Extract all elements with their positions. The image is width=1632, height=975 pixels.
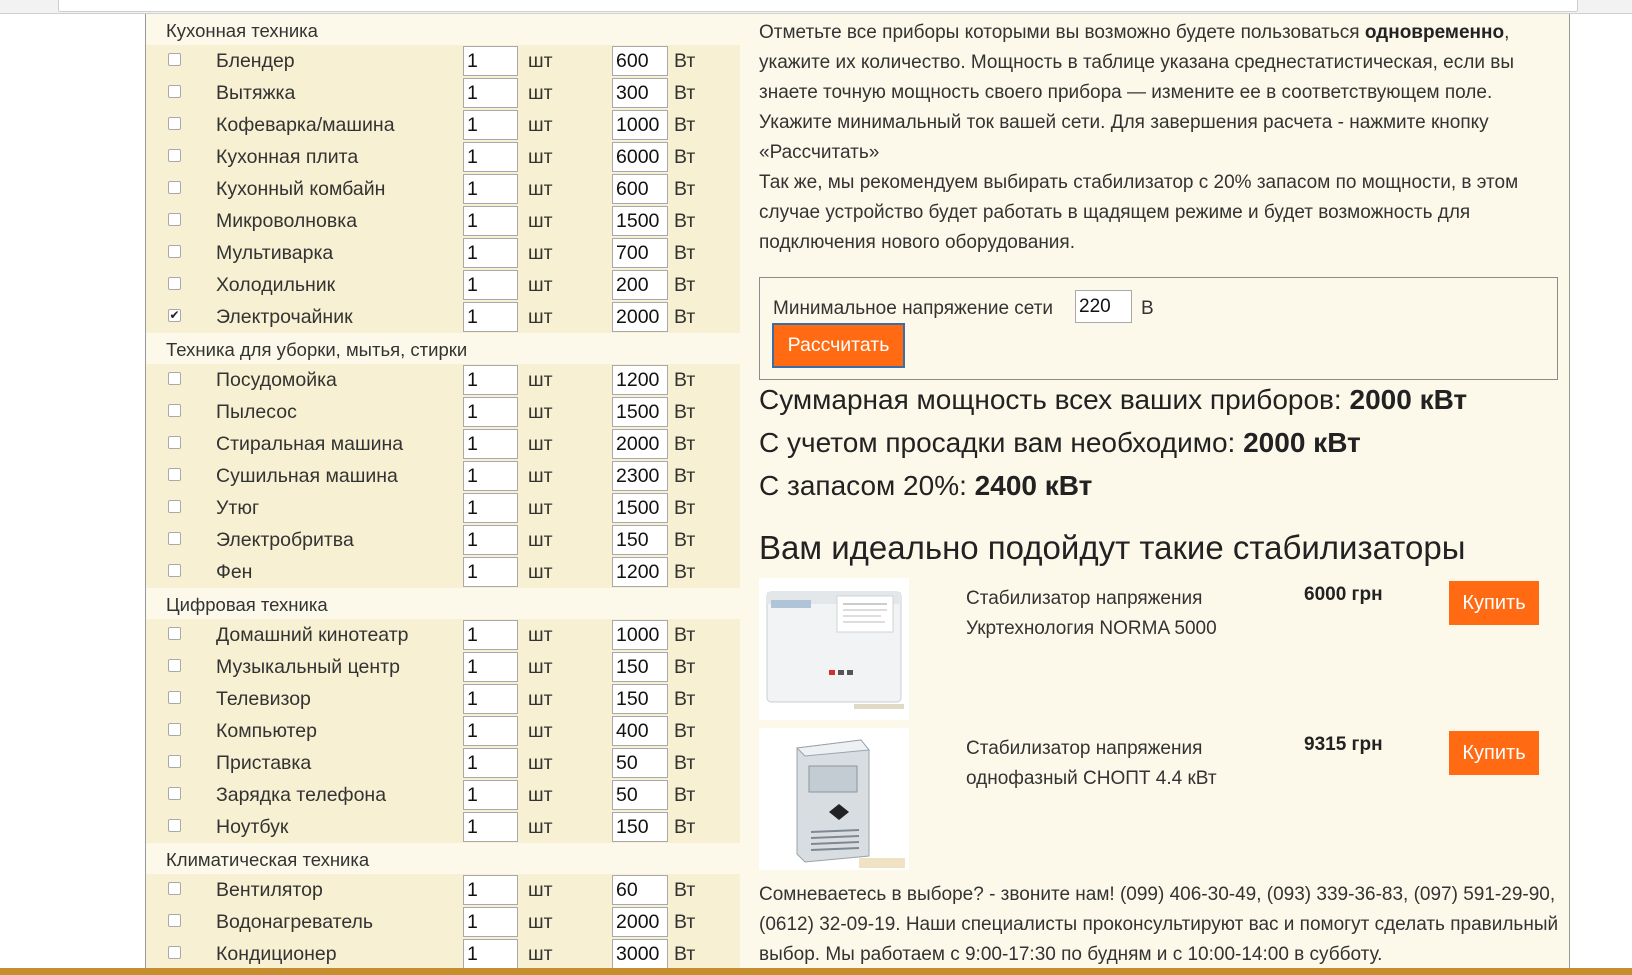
appliance-checkbox[interactable] [168,277,181,290]
quantity-unit: шт [528,816,553,838]
power-unit: Вт [674,146,696,168]
power-input[interactable]: 600 [612,174,668,204]
quantity-unit: шт [528,210,553,232]
power-input[interactable]: 1200 [612,365,668,395]
power-unit: Вт [674,784,696,806]
quantity-input[interactable]: 1 [463,206,518,236]
appliance-checkbox[interactable] [168,468,181,481]
appliance-name: Электробритва [216,529,354,551]
power-unit: Вт [674,242,696,264]
power-unit: Вт [674,816,696,838]
buy-button[interactable]: Купить [1449,731,1539,775]
product-name[interactable]: Стабилизатор напряжения однофазный СНОПТ 4.4 кВт [966,738,1217,789]
appliance-row [146,779,740,811]
appliance-checkbox[interactable] [168,53,181,66]
appliance-name: Блендер [216,50,295,72]
power-input[interactable]: 2300 [612,461,668,491]
appliance-name: Микроволновка [216,210,358,232]
quantity-unit: шт [528,720,553,742]
quantity-input[interactable]: 1 [463,939,518,968]
quantity-unit: шт [528,306,553,328]
appliance-name: Посудомойка [216,369,337,391]
power-input[interactable]: 600 [612,46,668,76]
appliance-row [146,460,740,492]
total-power-label: Суммарная мощность всех ваших приборов: [759,384,1350,415]
appliance-row [146,524,740,556]
appliance-row [146,269,740,301]
power-unit: Вт [674,879,696,901]
quantity-unit: шт [528,274,553,296]
quantity-unit: шт [528,911,553,933]
quantity-unit: шт [528,529,553,551]
quantity-input[interactable]: 1 [463,142,518,172]
calculate-button[interactable]: Рассчитать [772,323,905,368]
power-input[interactable]: 1500 [612,206,668,236]
products-title: Вам идеально подойдут такие стабилизаторы [759,529,1466,566]
appliance-row [146,683,740,715]
power-input[interactable]: 150 [612,684,668,714]
appliance-checkbox[interactable] [168,436,181,449]
appliance-name: Ноутбук [216,816,289,838]
quantity-unit: шт [528,497,553,519]
appliance-list [146,14,740,968]
appliance-checkbox[interactable] [168,882,181,895]
appliance-name: Водонагреватель [216,911,374,933]
reserve-power-label: С запасом 20%: [759,470,975,501]
power-input[interactable]: 6000 [612,142,668,172]
power-unit: Вт [674,688,696,710]
power-unit: Вт [674,752,696,774]
quantity-unit: шт [528,688,553,710]
appliance-row [146,715,740,747]
appliance-checkbox[interactable]: ✔ [169,308,180,322]
appliance-checkbox[interactable] [168,117,181,130]
product-image[interactable] [759,728,909,870]
appliance-checkbox[interactable] [168,914,181,927]
quantity-input[interactable]: 1 [463,429,518,459]
instructions-text-start: Отметьте все приборы которыми вы возможно будете пользоваться [759,22,1365,43]
appliance-row [146,237,740,269]
appliance-checkbox[interactable] [168,691,181,704]
appliance-row [146,301,740,333]
appliance-checkbox[interactable] [168,85,181,98]
appliance-row [146,747,740,779]
power-input[interactable]: 50 [612,748,668,778]
power-input[interactable]: 1000 [612,110,668,140]
instructions-text-end: , укажите их количество. Мощность в таблице указана среднестатистическая, если вы знаете точную мощность своего прибора — измените ее в соответствующем поле. Укажите минимальный ток вашей сети. Для завершения расчета - нажмите кнопку «Рассчитать» [759,22,1514,163]
appliance-name: Пылесос [216,401,297,423]
power-unit: Вт [674,561,696,583]
power-input[interactable]: 60 [612,875,668,905]
voltage-label: Минимальное напряжение сети [773,298,1054,319]
power-unit: Вт [674,178,696,200]
quantity-input[interactable]: 1 [463,270,518,300]
appliance-row [146,938,740,968]
appliance-checkbox[interactable] [168,627,181,640]
quantity-unit: шт [528,114,553,136]
power-unit: Вт [674,465,696,487]
quantity-input[interactable]: 1 [463,397,518,427]
appliance-name: Компьютер [216,720,317,742]
quantity-unit: шт [528,369,553,391]
quantity-input[interactable]: 1 [463,238,518,268]
quantity-unit: шт [528,624,553,646]
instructions [759,18,1559,258]
appliance-checkbox[interactable] [168,149,181,162]
appliance-row [146,428,740,460]
power-input[interactable]: 1000 [612,620,668,650]
appliance-row [146,77,740,109]
quantity-input[interactable]: 1 [463,46,518,76]
quantity-input[interactable]: 1 [463,302,518,332]
appliance-name: Электрочайник [216,306,353,328]
power-input[interactable]: 2000 [612,907,668,937]
appliance-name: Сушильная машина [216,465,398,487]
power-unit: Вт [674,497,696,519]
contact-note: Сомневаетесь в выборе? - звоните нам! (099) 406-30-49, (093) 339-36-83, (097) 591-29-90, (0612) 32-09-19. Наши специалисты проконсультируют вас и помогут сделать правильный выбор. Мы работаем с 9:00-17:30 по будням и с 10:00-14:00 в субботу. [759,884,1559,965]
power-input[interactable]: 1500 [612,397,668,427]
sag-power [759,427,1361,459]
quantity-unit: шт [528,50,553,72]
category-title: Техника для уборки, мытья, стирки [146,333,740,364]
power-unit: Вт [674,433,696,455]
power-input[interactable]: 400 [612,716,668,746]
appliance-checkbox[interactable] [168,564,181,577]
appliance-checkbox[interactable] [168,723,181,736]
appliance-name: Вентилятор [216,879,323,901]
quantity-unit: шт [528,433,553,455]
power-unit: Вт [674,274,696,296]
power-unit: Вт [674,114,696,136]
appliance-checkbox[interactable] [168,500,181,513]
quantity-input[interactable]: 1 [463,110,518,140]
recommendation-text: Так же, мы рекомендуем выбирать стабилизатор с 20% запасом по мощности, в этом случае устройство будет работать в щадящем режиме и будет возможность для подключения нового оборудования. [759,172,1519,253]
power-unit: Вт [674,306,696,328]
product-card [759,578,1559,728]
appliance-checkbox[interactable] [168,372,181,385]
product-price: 6000 грн [1304,584,1383,605]
appliance-name: Кондиционер [216,943,337,965]
buy-button[interactable]: Купить [1449,581,1539,625]
appliance-row [146,45,740,77]
quantity-input[interactable]: 1 [463,78,518,108]
appliance-row [146,811,740,843]
power-input[interactable]: 150 [612,525,668,555]
quantity-unit: шт [528,465,553,487]
appliance-name: Кофеварка/машина [216,114,395,136]
quantity-unit: шт [528,401,553,423]
quantity-unit: шт [528,784,553,806]
sag-power-value: 2000 кВт [1243,427,1361,458]
quantity-input[interactable]: 1 [463,461,518,491]
voltage-form [759,277,1558,380]
quantity-unit: шт [528,656,553,678]
voltage-input[interactable]: 220 [1075,290,1132,323]
quantity-input[interactable]: 1 [463,620,518,650]
appliance-checkbox[interactable] [168,181,181,194]
quantity-unit: шт [528,146,553,168]
appliance-row [146,619,740,651]
power-unit: Вт [674,82,696,104]
quantity-unit: шт [528,242,553,264]
power-unit: Вт [674,943,696,965]
quantity-input[interactable]: 1 [463,875,518,905]
appliance-name: Стиральная машина [216,433,404,455]
quantity-input[interactable]: 1 [463,684,518,714]
appliance-checkbox[interactable] [168,659,181,672]
appliance-checkbox[interactable] [168,755,181,768]
appliance-name: Зарядка телефона [216,784,387,806]
appliance-checkbox[interactable] [168,532,181,545]
appliance-name: Кухонная плита [216,146,359,168]
appliance-checkbox[interactable] [168,245,181,258]
sag-power-label: С учетом просадки вам необходимо: [759,427,1244,458]
power-input[interactable]: 1200 [612,557,668,587]
instructions-bold: одновременно [1364,22,1505,43]
quantity-unit: шт [528,943,553,965]
reserve-power-value: 2400 кВт [974,470,1093,501]
quantity-unit: шт [528,178,553,200]
power-input[interactable]: 300 [612,78,668,108]
appliance-row [146,874,740,906]
product-image[interactable] [759,578,909,720]
quantity-input[interactable]: 1 [463,557,518,587]
quantity-input[interactable]: 1 [463,780,518,810]
quantity-input[interactable]: 1 [463,652,518,682]
appliance-name: Кухонный комбайн [216,178,386,200]
quantity-unit: шт [528,879,553,901]
power-unit: Вт [674,720,696,742]
appliance-row [146,109,740,141]
power-input[interactable]: 150 [612,652,668,682]
product-name[interactable]: Стабилизатор напряжения Укртехнология NORMA 5000 [966,588,1217,639]
product-price: 9315 грн [1304,734,1383,755]
appliance-checkbox[interactable] [168,819,181,832]
total-power-value: 2000 кВт [1349,384,1468,415]
quantity-input[interactable]: 1 [463,525,518,555]
appliance-row [146,364,740,396]
reserve-power [759,470,1092,502]
quantity-input[interactable]: 1 [463,907,518,937]
voltage-unit: В [1141,298,1154,319]
appliance-checkbox[interactable] [168,946,181,959]
product-card [759,728,1559,878]
appliance-row [146,906,740,938]
quantity-unit: шт [528,561,553,583]
quantity-input[interactable]: 1 [463,174,518,204]
quantity-input[interactable]: 1 [463,748,518,778]
power-input[interactable]: 200 [612,270,668,300]
power-input[interactable]: 150 [612,812,668,842]
category-title: Кухонная техника [146,14,740,45]
power-unit: Вт [674,911,696,933]
browser-toolbar [0,0,1632,14]
quantity-input[interactable]: 1 [463,812,518,842]
power-unit: Вт [674,529,696,551]
power-input[interactable]: 1500 [612,493,668,523]
appliance-name: Приставка [216,752,312,774]
appliance-name: Телевизор [216,688,311,710]
appliance-row [146,651,740,683]
power-unit: Вт [674,210,696,232]
power-input[interactable]: 2000 [612,302,668,332]
taskbar [0,968,1632,975]
appliance-name: Холодильник [216,274,336,296]
power-unit: Вт [674,369,696,391]
power-unit: Вт [674,401,696,423]
appliance-name: Мультиварка [216,242,334,264]
appliance-checkbox[interactable] [168,404,181,417]
appliance-checkbox[interactable] [168,213,181,226]
appliance-row [146,556,740,588]
quantity-input[interactable]: 1 [463,365,518,395]
power-unit: Вт [674,50,696,72]
quantity-input[interactable]: 1 [463,716,518,746]
power-input[interactable]: 700 [612,238,668,268]
appliance-name: Домашний кинотеатр [216,624,409,646]
address-bar[interactable] [58,0,1578,12]
power-input[interactable]: 50 [612,780,668,810]
appliance-row [146,141,740,173]
category-title: Климатическая техника [146,843,740,874]
calculator-page [145,14,1570,968]
quantity-unit: шт [528,82,553,104]
power-unit: Вт [674,656,696,678]
quantity-input[interactable]: 1 [463,493,518,523]
appliance-name: Утюг [216,497,260,519]
appliance-name: Фен [216,561,253,583]
power-input[interactable]: 2000 [612,429,668,459]
total-power [759,384,1467,416]
power-unit: Вт [674,624,696,646]
category-title: Цифровая техника [146,588,740,619]
appliance-row [146,396,740,428]
power-input[interactable]: 3000 [612,939,668,968]
appliance-name: Музыкальный центр [216,656,400,678]
appliance-checkbox[interactable] [168,787,181,800]
appliance-name: Вытяжка [216,82,296,104]
appliance-row [146,492,740,524]
quantity-unit: шт [528,752,553,774]
appliance-row [146,205,740,237]
appliance-row [146,173,740,205]
